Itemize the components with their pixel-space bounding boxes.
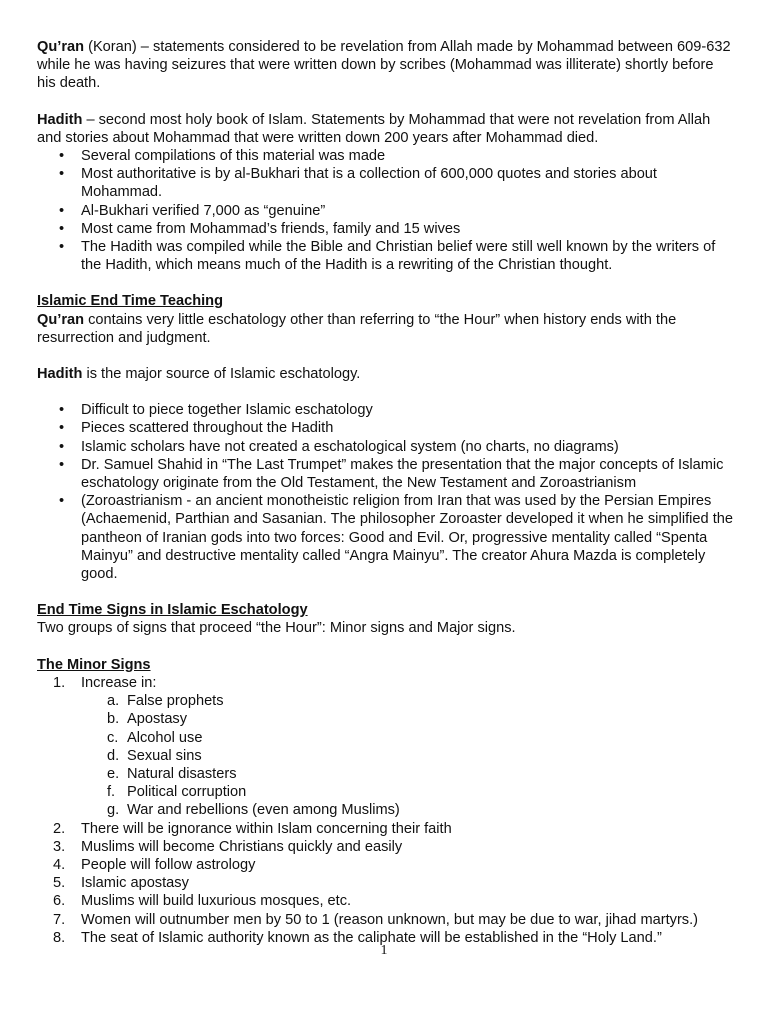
list-item bbox=[37, 820, 735, 838]
item-number: 2. bbox=[53, 820, 66, 837]
sub-list-item bbox=[81, 729, 735, 747]
sub-list-item bbox=[81, 710, 735, 728]
list-item: • Pieces scattered throughout the Hadith bbox=[37, 419, 735, 437]
list-item: • (Zoroastrianism - an ancient monotheistic religion from Iran that was used by the Persian Empires (Achaemenid, Parthian and Sasanian. The philosopher Zoroaster developed it when he simplified the pantheon of Iranian gods into two forces: Good and Evil. Or, progressive mentality called “Spenta Mainyu” and destructive mentality called “Angra Mainyu”. The creator Ahura Mazda is completely good. bbox=[37, 492, 735, 583]
increase-sublist bbox=[81, 692, 735, 819]
item-text: Women will outnumber men by 50 to 1 (reason unknown, but may be due to war, jihad martyrs.) bbox=[81, 911, 699, 928]
item-letter: c. bbox=[107, 729, 119, 746]
item-number: 1. bbox=[53, 674, 66, 691]
sub-list-item bbox=[81, 765, 735, 783]
item-text: The seat of Islamic authority known as the caliphate will be established in the “Holy Land.” bbox=[81, 929, 662, 946]
item-text: There will be ignorance within Islam concerning their faith bbox=[81, 820, 452, 837]
eschatology-bullet-list bbox=[37, 401, 735, 583]
end-time-hadith-paragraph bbox=[37, 365, 735, 383]
list-item: • The Hadith was compiled while the Bible and Christian belief were still well known by the writers of the Hadith, which means much of the Hadith is a rewriting of the Christian thought. bbox=[37, 238, 735, 274]
item-text: People will follow astrology bbox=[81, 856, 256, 873]
item-letter: e. bbox=[107, 765, 120, 782]
item-text: Apostasy bbox=[127, 711, 188, 728]
hadith-term: Hadith bbox=[37, 111, 83, 128]
item-number: 5. bbox=[53, 875, 66, 892]
sub-list-item bbox=[81, 692, 735, 710]
item-letter: d. bbox=[107, 747, 120, 764]
item-text: Islamic apostasy bbox=[81, 875, 189, 892]
signs-heading: End Time Signs in Islamic Eschatology bbox=[37, 602, 308, 619]
list-item: • Dr. Samuel Shahid in “The Last Trumpet” makes the presentation that the major concepts of Islamic eschatology originate from the Old Testament, the New Testament and Zoroastrianism bbox=[37, 456, 735, 492]
list-item bbox=[37, 674, 735, 820]
item-letter: b. bbox=[107, 711, 120, 728]
list-item bbox=[37, 911, 735, 929]
page-number: 1 bbox=[380, 943, 388, 958]
item-letter: a. bbox=[107, 693, 120, 710]
item-letter: g. bbox=[107, 802, 120, 819]
item-text: Sexual sins bbox=[127, 747, 202, 764]
quran-term: Qu’ran bbox=[37, 39, 85, 55]
end-time-quran-text: contains very little eschatology other than referring to “the Hour” when history ends with the resurrection and judgment. bbox=[37, 311, 677, 346]
end-time-hadith-text: is the major source of Islamic eschatology. bbox=[82, 366, 361, 383]
item-text: Alcohol use bbox=[127, 729, 203, 746]
sub-list-item bbox=[81, 801, 735, 819]
hadith-paragraph bbox=[37, 111, 735, 147]
item-text: Increase in: bbox=[81, 674, 157, 691]
list-item bbox=[37, 856, 735, 874]
item-text: Political corruption bbox=[127, 784, 247, 801]
end-time-hadith-term: Hadith bbox=[37, 366, 83, 383]
sub-list-item bbox=[81, 783, 735, 801]
hadith-text: – second most holy book of Islam. Statements by Mohammad that were not revelation from Allah and stories about Mohammad that were written down 200 years after Mohammad died. bbox=[37, 111, 711, 146]
end-time-heading: Islamic End Time Teaching bbox=[37, 293, 223, 310]
list-item: • Most authoritative is by al-Bukhari that is a collection of 600,000 quotes and stories about Mohammad. bbox=[37, 165, 735, 201]
signs-paragraph: Two groups of signs that proceed “the Hour”: Minor signs and Major signs. bbox=[37, 620, 516, 637]
item-letter: f. bbox=[107, 784, 116, 801]
item-number: 7. bbox=[53, 911, 66, 928]
document-body bbox=[37, 38, 735, 947]
item-number: 6. bbox=[53, 893, 66, 910]
list-item: • Al-Bukhari verified 7,000 as “genuine” bbox=[37, 202, 735, 220]
item-number: 8. bbox=[53, 929, 66, 946]
list-item bbox=[37, 838, 735, 856]
item-text: Muslims will become Christians quickly and easily bbox=[81, 838, 403, 855]
item-text: Muslims will build luxurious mosques, etc. bbox=[81, 893, 352, 910]
item-number: 3. bbox=[53, 838, 66, 855]
item-text: False prophets bbox=[127, 693, 224, 710]
minor-signs-list bbox=[37, 674, 735, 947]
hadith-bullet-list bbox=[37, 147, 735, 274]
list-item: • Islamic scholars have not created a eschatological system (no charts, no diagrams) bbox=[37, 438, 735, 456]
quran-text: (Koran) – statements considered to be revelation from Allah made by Mohammad between 609-632 while he was having seizures that were written down by scribes (Mohammad was illiterate) shortly before his death. bbox=[37, 39, 731, 92]
list-item: • Difficult to piece together Islamic eschatology bbox=[37, 401, 735, 419]
end-time-quran-paragraph bbox=[37, 311, 735, 347]
list-item bbox=[37, 892, 735, 910]
item-text: War and rebellions (even among Muslims) bbox=[127, 802, 400, 819]
item-text: Natural disasters bbox=[127, 765, 237, 782]
end-time-quran-term: Qu’ran bbox=[37, 311, 85, 328]
list-item: • Most came from Mohammad’s friends, family and 15 wives bbox=[37, 220, 735, 238]
list-item: • Several compilations of this material was made bbox=[37, 147, 735, 165]
quran-paragraph bbox=[37, 38, 735, 93]
minor-signs-heading: The Minor Signs bbox=[37, 656, 151, 673]
sub-list-item bbox=[81, 747, 735, 765]
item-number: 4. bbox=[53, 856, 66, 873]
list-item bbox=[37, 874, 735, 892]
